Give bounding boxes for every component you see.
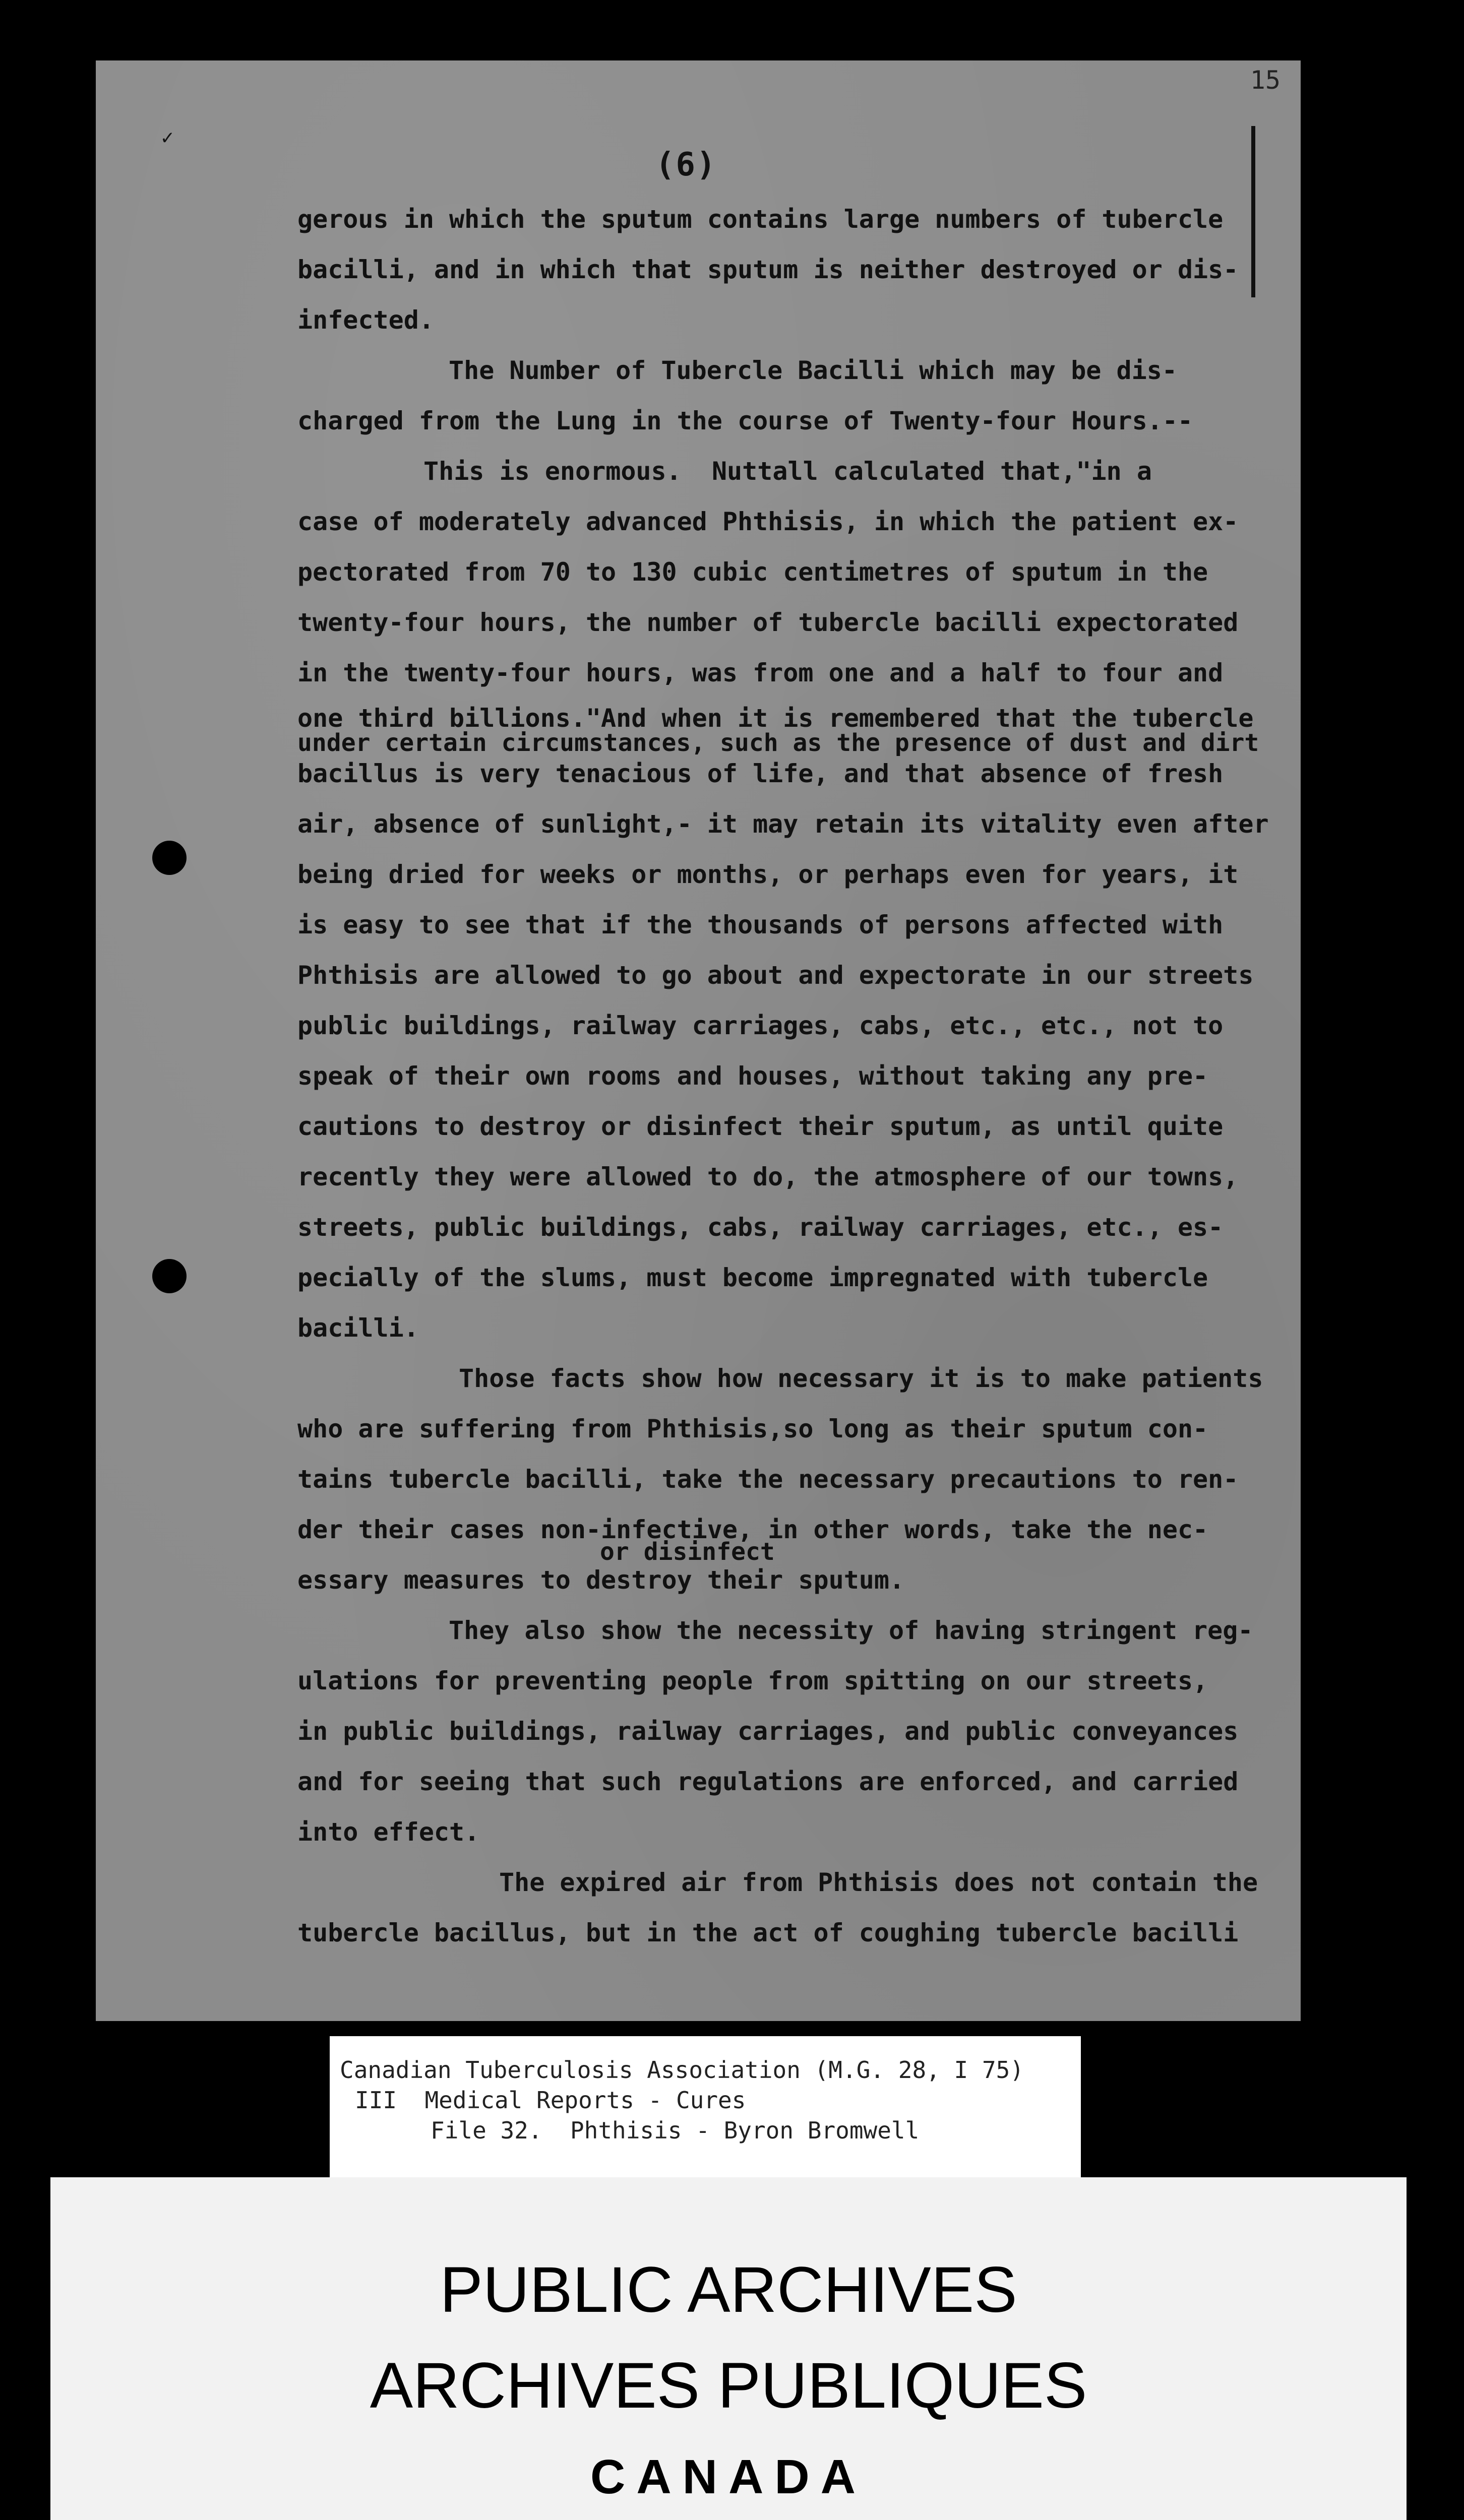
punch-hole	[152, 1259, 187, 1293]
text-line: into effect.	[297, 1817, 480, 1847]
caption-series: III Medical Reports - Cures	[355, 2087, 746, 2114]
pencil-tick-mark: ✓	[161, 126, 174, 149]
text-line: The expired air from Phthisis does not contain the	[499, 1868, 1258, 1897]
margin-rule	[1251, 126, 1255, 297]
text-line: case of moderately advanced Phthisis, in which the patient ex-	[297, 507, 1239, 536]
typed-page	[96, 60, 1301, 2021]
text-line: streets, public buildings, cabs, railway carriages, etc., es-	[297, 1213, 1224, 1242]
archives-country: CANADA	[590, 2450, 867, 2504]
archives-banner	[50, 2177, 1407, 2520]
text-line: speak of their own rooms and houses, without taking any pre-	[297, 1061, 1208, 1091]
text-line: public buildings, railway carriages, cabs, etc., etc., not to	[297, 1011, 1224, 1040]
page-corner-mark: 15	[1250, 66, 1280, 95]
text-line: cautions to destroy or disinfect their sputum, as until quite	[297, 1112, 1224, 1141]
text-line: being dried for weeks or months, or perhaps even for years, it	[297, 860, 1239, 889]
text-line: Phthisis are allowed to go about and expectorate in our streets	[297, 961, 1254, 990]
archives-title-en: PUBLIC ARCHIVES	[440, 2254, 1017, 2326]
section-heading: charged from the Lung in the course of Twenty-four Hours.--	[297, 406, 1193, 435]
text-line: ulations for preventing people from spitting on our streets,	[297, 1666, 1208, 1695]
text-line: der their cases non-infective, in other words, take the nec-	[297, 1515, 1208, 1544]
text-line: essary measures to destroy their sputum.	[297, 1565, 905, 1595]
text-line: bacillus is very tenacious of life, and that absence of fresh	[297, 759, 1224, 788]
text-line: This is enormous. Nuttall calculated that,"in a	[423, 457, 1152, 486]
text-line: air, absence of sunlight,- it may retain its vitality even after	[297, 809, 1269, 839]
text-line: one third billions."And when it is remembered that the tubercle	[297, 704, 1254, 733]
caption-collection: Canadian Tuberculosis Association (M.G. 28, I 75)	[340, 2056, 1024, 2084]
text-line: in the twenty-four hours, was from one and a half to four and	[297, 658, 1224, 687]
text-line: tains tubercle bacilli, take the necessary precautions to ren-	[297, 1465, 1239, 1494]
text-line: in public buildings, railway carriages, and public conveyances	[297, 1717, 1239, 1746]
text-line: recently they were allowed to do, the atmosphere of our towns,	[297, 1162, 1239, 1191]
archives-title-fr: ARCHIVES PUBLIQUES	[370, 2350, 1087, 2422]
interlinear-insertion: under certain circumstances, such as the presence of dust and dirt	[297, 729, 1259, 757]
interlinear-insertion: or disinfect	[600, 1538, 775, 1566]
text-line: who are suffering from Phthisis,so long as their sputum con-	[297, 1414, 1208, 1443]
punch-hole	[152, 841, 187, 875]
text-line: Those facts show how necessary it is to make patients	[459, 1364, 1263, 1393]
archival-caption	[330, 2036, 1081, 2177]
text-line: tubercle bacillus, but in the act of coughing tubercle bacilli	[297, 1918, 1239, 1947]
text-line: bacilli, and in which that sputum is neither destroyed or dis-	[297, 255, 1239, 284]
caption-file: File 32. Phthisis - Byron Bromwell	[431, 2117, 920, 2144]
text-line: They also show the necessity of having stringent reg-	[449, 1616, 1253, 1645]
text-line: infected.	[297, 305, 434, 335]
text-line: twenty-four hours, the number of tubercle bacilli expectorated	[297, 608, 1239, 637]
text-line: gerous in which the sputum contains large numbers of tubercle	[297, 205, 1224, 234]
text-line: is easy to see that if the thousands of persons affected with	[297, 910, 1224, 939]
text-line: and for seeing that such regulations are enforced, and carried	[297, 1767, 1239, 1796]
text-line: pecially of the slums, must become impregnated with tubercle	[297, 1263, 1208, 1292]
page-number: (6)	[655, 146, 717, 183]
text-line: bacilli.	[297, 1313, 419, 1343]
section-heading: The Number of Tubercle Bacilli which may be dis-	[449, 356, 1177, 385]
text-line: pectorated from 70 to 130 cubic centimetres of sputum in the	[297, 557, 1208, 587]
